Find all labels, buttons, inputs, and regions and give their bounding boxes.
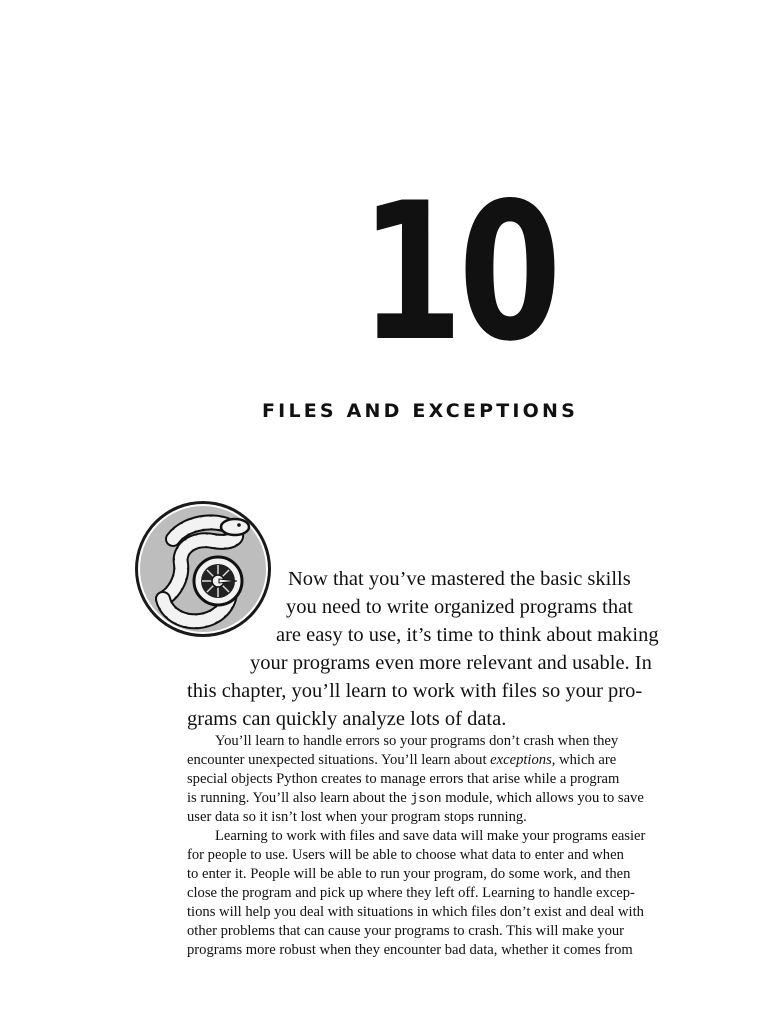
emphasis-term: exceptions [490, 752, 552, 768]
chapter-intro [187, 565, 707, 733]
intro-line: grams can quickly analyze lots of data. [187, 708, 507, 730]
paragraph-line: for people to use. Users will be able to choose what data to enter and when [187, 847, 624, 863]
intro-line: Now that you’ve mastered the basic skills [288, 568, 631, 590]
chapter-number: 10 [360, 162, 557, 383]
intro-line: this chapter, you’ll learn to work with files so your pro- [187, 680, 643, 702]
paragraph-line: user data so it isn’t lost when your program stops running. [187, 809, 527, 825]
chapter-title: FILES AND EXCEPTIONS [262, 400, 578, 422]
paragraph-text: encounter unexpected situations. You’ll learn about [187, 752, 491, 768]
paragraph-line [187, 789, 692, 808]
paragraph-text: module, which allows you to save [441, 790, 644, 806]
intro-line: you need to write organized programs that [286, 596, 633, 618]
paragraph-line: tions will help you deal with situations in which files don’t exist and deal with [187, 904, 644, 920]
paragraph-text: is running. You’ll also learn about the [187, 790, 411, 806]
body-text [187, 732, 692, 960]
paragraph-line: to enter it. People will be able to run your program, do some work, and then [187, 866, 631, 882]
paragraph-line: close the program and pick up where they left off. Learning to handle excep- [187, 885, 635, 901]
paragraph-line: programs more robust when they encounter bad data, whether it comes from [187, 942, 633, 958]
paragraph-line: special objects Python creates to manage errors that arise while a program [187, 771, 620, 787]
intro-line: your programs even more relevant and usable. In [250, 652, 652, 674]
inline-code: json [410, 791, 442, 806]
paragraph-line [187, 751, 692, 770]
paragraph-line: other problems that can cause your programs to crash. This will make your [187, 923, 625, 939]
paragraph-text: , which are [551, 752, 617, 768]
paragraph-line: Learning to work with files and save data will make your programs easier [215, 828, 646, 844]
intro-line: are easy to use, it’s time to think about making [276, 624, 659, 646]
paragraph-line: You’ll learn to handle errors so your programs don’t crash when they [215, 733, 619, 749]
